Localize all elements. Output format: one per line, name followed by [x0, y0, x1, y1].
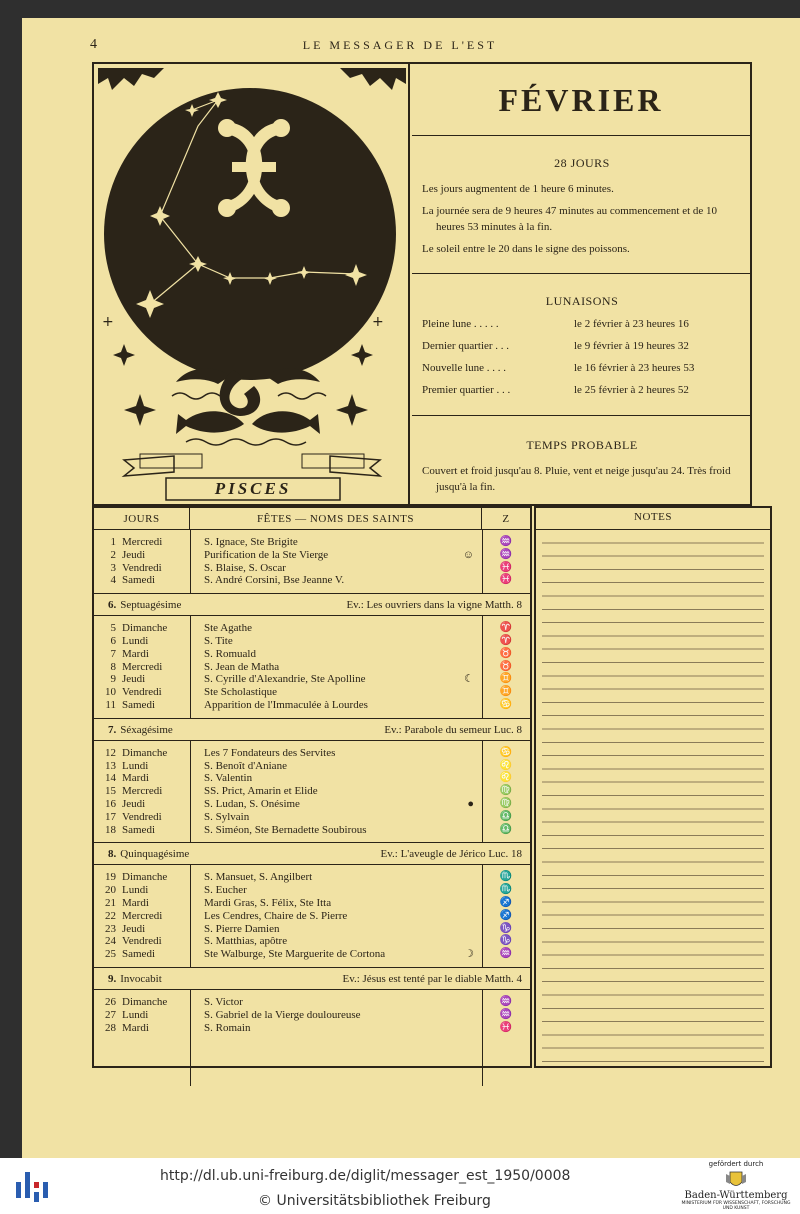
saint-name: S. Tite [204, 634, 233, 647]
day-number: 18 [105, 823, 116, 836]
saint-name: Ste Walburge, Ste Marguerite de Cortona [204, 948, 386, 961]
day-number: 5 [110, 622, 116, 635]
zodiac-sign-icon: ♏ [499, 884, 513, 896]
temps-text: Couvert et froid jusqu'au 8. Pluie, vent et neige jusqu'au 24. Très froid jusqu'à la fin. [422, 465, 731, 493]
weekday: Lundi [122, 1008, 149, 1021]
corner-ornament-icon [98, 68, 406, 90]
lunaison-name: Pleine lune . . . . . [422, 318, 499, 330]
lunaison-row [422, 379, 742, 401]
zodiac-sign-icon: ♊ [499, 673, 513, 685]
week-block [94, 865, 530, 968]
notes-ruled-lines [542, 530, 764, 1066]
day-row [94, 648, 530, 661]
zodiac-sign-icon: ♎ [499, 823, 513, 835]
day-row [94, 549, 530, 562]
weekday: Lundi [122, 884, 149, 897]
weekday: Vendredi [122, 686, 162, 699]
lunaisons-section [412, 274, 750, 416]
lunaisons-title: LUNAISONS [545, 294, 619, 308]
saint-name: S. Victor [204, 995, 243, 1008]
day-row [94, 562, 530, 575]
running-head: LE MESSAGER DE L'EST [302, 38, 498, 52]
saint-name: S. Blaise, S. Oscar [204, 561, 286, 574]
month-title: FÉVRIER [412, 64, 750, 136]
day-row [94, 760, 530, 773]
zodiac-sign-icon: ♒ [499, 536, 513, 547]
day-number: 6 [110, 634, 116, 647]
day-number: 4 [110, 574, 116, 587]
svg-text:+: + [102, 314, 114, 330]
weekday: Mardi [122, 772, 149, 785]
day-row [94, 824, 530, 837]
weekday: Mercredi [122, 909, 163, 922]
weekday: Mardi [122, 896, 149, 909]
sunday-name: Quinquagésime [120, 848, 190, 861]
zodiac-sign-icon: ♋ [499, 746, 513, 758]
saint-name: S. Cyrille d'Alexandrie, Ste Apolline [204, 673, 366, 686]
header-zodiac: Z [502, 513, 510, 525]
weekday: Samedi [122, 948, 155, 961]
zodiac-sign-icon: ♒ [499, 1008, 513, 1020]
library-footer [0, 1158, 800, 1214]
day-number: 24 [105, 935, 116, 948]
day-row [94, 1022, 530, 1035]
day-row [94, 699, 530, 712]
zodiac-sign-icon: ♉ [499, 647, 513, 659]
gospel-reading: Ev.: Parabole du semeur Luc. 8 [384, 723, 522, 736]
day-number: 8 [110, 660, 116, 673]
saint-name: S. Siméon, Ste Bernadette Soubirous [204, 823, 367, 836]
weekday: Dimanche [122, 746, 168, 759]
day-row [94, 884, 530, 897]
saint-name: S. Jean de Matha [204, 660, 280, 673]
day-number: 23 [105, 922, 116, 935]
document-url-link[interactable]: http://dl.ub.uni-freiburg.de/diglit/messager_est_1950/0008 [160, 1168, 571, 1184]
saint-name: S. Pierre Damien [204, 922, 280, 935]
zodiac-sign-icon: ♓ [499, 561, 513, 573]
weekday: Mardi [122, 647, 149, 660]
day-row [94, 871, 530, 884]
zodiac-sign-icon: ♐ [499, 909, 513, 921]
header-jours: JOURS [94, 508, 190, 529]
saint-name: Apparition de l'Immaculée à Lourdes [204, 698, 368, 711]
calendar-header [94, 508, 530, 530]
weekday: Lundi [122, 634, 149, 647]
moon-phase-icon: ☽ [464, 948, 474, 961]
gospel-reading: Ev.: L'aveugle de Jérico Luc. 18 [380, 848, 522, 861]
zodiac-sign-icon: ♐ [499, 896, 513, 908]
lunaison-name: Nouvelle lune . . . . [422, 362, 507, 374]
weekday: Jeudi [122, 797, 146, 810]
saint-name: S. Valentin [204, 772, 253, 785]
day-number: 27 [105, 1008, 116, 1021]
sunday-name: Séxagésime [120, 723, 173, 736]
zodiac-sign-icon: ♍ [499, 785, 513, 797]
zodiac-sign-icon: ♈ [499, 634, 513, 646]
coat-of-arms-icon [724, 1170, 748, 1190]
weekday: Samedi [122, 823, 155, 836]
info-line: Les jours augmentent de 1 heure 6 minutes. [422, 183, 614, 195]
saint-name: SS. Prict, Amarin et Elide [204, 785, 318, 798]
moon-phase-icon: ● [467, 797, 474, 810]
day-row [94, 747, 530, 760]
day-number: 7 [110, 647, 116, 660]
zodiac-sign-icon: ♒ [499, 948, 513, 960]
day-number: 22 [105, 909, 116, 922]
saint-name: Purification de la Ste Vierge [204, 548, 329, 561]
sunday-gospel-row [94, 719, 530, 741]
notes-column [534, 506, 772, 1068]
pisces-illustration-icon [94, 64, 410, 504]
weekday: Mercredi [122, 660, 163, 673]
sunday-number: 6. [108, 599, 117, 612]
zodiac-sign-icon: ♒ [499, 548, 513, 560]
zodiac-sign-icon: ♓ [499, 574, 513, 586]
weekday: Dimanche [122, 871, 168, 884]
weekday: Lundi [122, 759, 149, 772]
weekday: Dimanche [122, 622, 168, 635]
day-number: 19 [105, 871, 116, 884]
page-number: 4 [90, 37, 97, 52]
day-number: 15 [105, 785, 116, 798]
sunday-gospel-row [94, 594, 530, 616]
saint-name: S. Benoît d'Aniane [204, 759, 287, 772]
weekday: Samedi [122, 574, 155, 587]
lunaison-value: le 2 février à 23 heures 16 [574, 318, 689, 330]
zodiac-illustration [94, 64, 410, 504]
lunaison-name: Premier quartier . . . [422, 384, 511, 396]
day-number: 26 [105, 995, 116, 1008]
weekday: Vendredi [122, 561, 162, 574]
saint-name: S. Romuald [204, 647, 256, 660]
day-row [94, 923, 530, 936]
day-row [94, 996, 530, 1009]
day-row [94, 948, 530, 961]
day-number: 9 [110, 673, 116, 686]
day-number: 2 [110, 548, 116, 561]
zodiac-sign-icon: ♑ [499, 922, 513, 934]
zodiac-sign-icon: ♌ [499, 772, 513, 784]
lunaison-value: le 16 février à 23 heures 53 [574, 362, 695, 374]
svg-text:+: + [372, 314, 384, 330]
day-number: 1 [110, 536, 116, 548]
sunday-name: Invocabit [120, 972, 162, 985]
lunaison-value: le 25 février à 2 heures 52 [574, 384, 689, 396]
sunday-number: 7. [108, 723, 117, 736]
week-block [94, 616, 530, 719]
zodiac-sign-icon: ♒ [499, 995, 513, 1007]
moon-phase-icon: ☺ [462, 548, 474, 561]
weekday: Mardi [122, 1021, 149, 1034]
weekday: Samedi [122, 698, 155, 711]
saint-name: S. Ludan, S. Onésime [204, 797, 300, 810]
weekday: Jeudi [122, 548, 146, 561]
saint-name: S. André Corsini, Bse Jeanne V. [204, 574, 345, 587]
day-row [94, 811, 530, 824]
saint-name: S. Mansuet, S. Angilbert [204, 871, 313, 884]
day-number: 3 [110, 561, 116, 574]
day-number: 14 [105, 772, 116, 785]
saint-name: S. Romain [204, 1021, 251, 1034]
lunaison-row [422, 313, 742, 335]
day-number: 13 [105, 759, 116, 772]
day-row [94, 935, 530, 948]
header-fetes: FÊTES — NOMS DES SAINTS [190, 508, 482, 529]
zodiac-sign-icon: ♎ [499, 810, 513, 822]
day-row [94, 661, 530, 674]
zodiac-sign-icon: ♓ [499, 1021, 513, 1033]
saint-name: Les 7 Fondateurs des Servites [204, 746, 336, 759]
sunday-number: 9. [108, 972, 117, 985]
days-title: 28 JOURS [554, 156, 610, 170]
day-row [94, 622, 530, 635]
copyright-text: © Universitätsbibliothek Freiburg [258, 1193, 491, 1209]
zodiac-sign-icon: ♑ [499, 935, 513, 947]
saint-name: S. Matthias, apôtre [204, 935, 288, 948]
sponsor-name: Baden-Württemberg [684, 1190, 788, 1201]
saint-name: Ste Scholastique [204, 686, 278, 699]
day-number: 17 [105, 810, 116, 823]
temps-section [412, 416, 750, 495]
saint-name: S. Ignace, Ste Brigite [204, 536, 298, 548]
weekday: Mercredi [122, 536, 163, 548]
day-number: 12 [105, 746, 116, 759]
day-number: 25 [105, 948, 116, 961]
info-line: La journée sera de 9 heures 47 minutes au commencement et de 10 heures 53 minutes à la fin. [422, 205, 718, 233]
day-number: 20 [105, 884, 116, 897]
sunday-number: 8. [108, 848, 117, 861]
day-number: 11 [105, 698, 116, 711]
day-row [94, 635, 530, 648]
saint-name: Les Cendres, Chaire de S. Pierre [204, 909, 348, 922]
month-info-column [412, 64, 750, 504]
saint-name: S. Eucher [204, 884, 247, 897]
sponsor-block [680, 1160, 792, 1212]
day-row [94, 673, 530, 686]
info-line: Le soleil entre le 20 dans le signe des poissons. [422, 243, 630, 255]
saint-name: S. Gabriel de la Vierge douloureuse [204, 1008, 361, 1021]
temps-title: TEMPS PROBABLE [526, 438, 638, 452]
lunaison-name: Dernier quartier . . . [422, 340, 510, 352]
weekday: Jeudi [122, 673, 146, 686]
day-row [94, 897, 530, 910]
day-row [94, 785, 530, 798]
saint-name: Mardi Gras, S. Félix, Ste Itta [204, 896, 332, 909]
sunday-gospel-row [94, 968, 530, 990]
lunaison-row [422, 357, 742, 379]
day-row [94, 1009, 530, 1022]
day-row [94, 536, 530, 549]
day-row [94, 772, 530, 785]
sunday-name: Septuagésime [120, 599, 182, 612]
gospel-reading: Ev.: Jésus est tenté par le diable Matth. 4 [342, 972, 522, 985]
sponsor-top-text: gefördert durch [708, 1160, 764, 1168]
week-block [94, 741, 530, 844]
day-row [94, 798, 530, 811]
calendar-table [92, 506, 532, 1068]
day-number: 10 [105, 686, 116, 699]
day-row [94, 910, 530, 923]
day-row [94, 686, 530, 699]
days-section [412, 136, 750, 274]
sponsor-subtitle: MINISTERIUM FÜR WISSENSCHAFT, FORSCHUNG UND KUNST [681, 1201, 791, 1211]
week-block [94, 990, 530, 1086]
saint-name: S. Sylvain [204, 810, 250, 823]
zodiac-label: PISCES [214, 479, 292, 498]
week-block [94, 530, 530, 594]
sunday-gospel-row [94, 843, 530, 865]
lunaison-row [422, 335, 742, 357]
notes-title: NOTES [536, 508, 770, 530]
zodiac-sign-icon: ♍ [499, 797, 513, 809]
night-sky-sphere [104, 88, 396, 380]
weekday: Vendredi [122, 935, 162, 948]
saint-name: Ste Agathe [204, 622, 252, 635]
library-logo-icon [14, 1166, 54, 1206]
zodiac-sign-icon: ♉ [499, 660, 513, 672]
day-number: 16 [105, 797, 116, 810]
lunaison-value: le 9 février à 19 heures 32 [574, 340, 689, 352]
day-number: 28 [105, 1021, 116, 1034]
weekday: Jeudi [122, 922, 146, 935]
zodiac-sign-icon: ♌ [499, 759, 513, 771]
zodiac-sign-icon: ♈ [499, 622, 513, 634]
weekday: Vendredi [122, 810, 162, 823]
day-row [94, 574, 530, 587]
calendar-body [94, 530, 530, 1086]
gospel-reading: Ev.: Les ouvriers dans la vigne Matth. 8 [346, 599, 522, 612]
zodiac-sign-icon: ♏ [499, 871, 513, 883]
moon-phase-icon: ☾ [464, 673, 474, 686]
weekday: Mercredi [122, 785, 163, 798]
weekday: Dimanche [122, 995, 168, 1008]
zodiac-sign-icon: ♊ [499, 686, 513, 698]
zodiac-sign-icon: ♋ [499, 698, 513, 710]
month-header-block [92, 62, 752, 506]
day-number: 21 [105, 896, 116, 909]
